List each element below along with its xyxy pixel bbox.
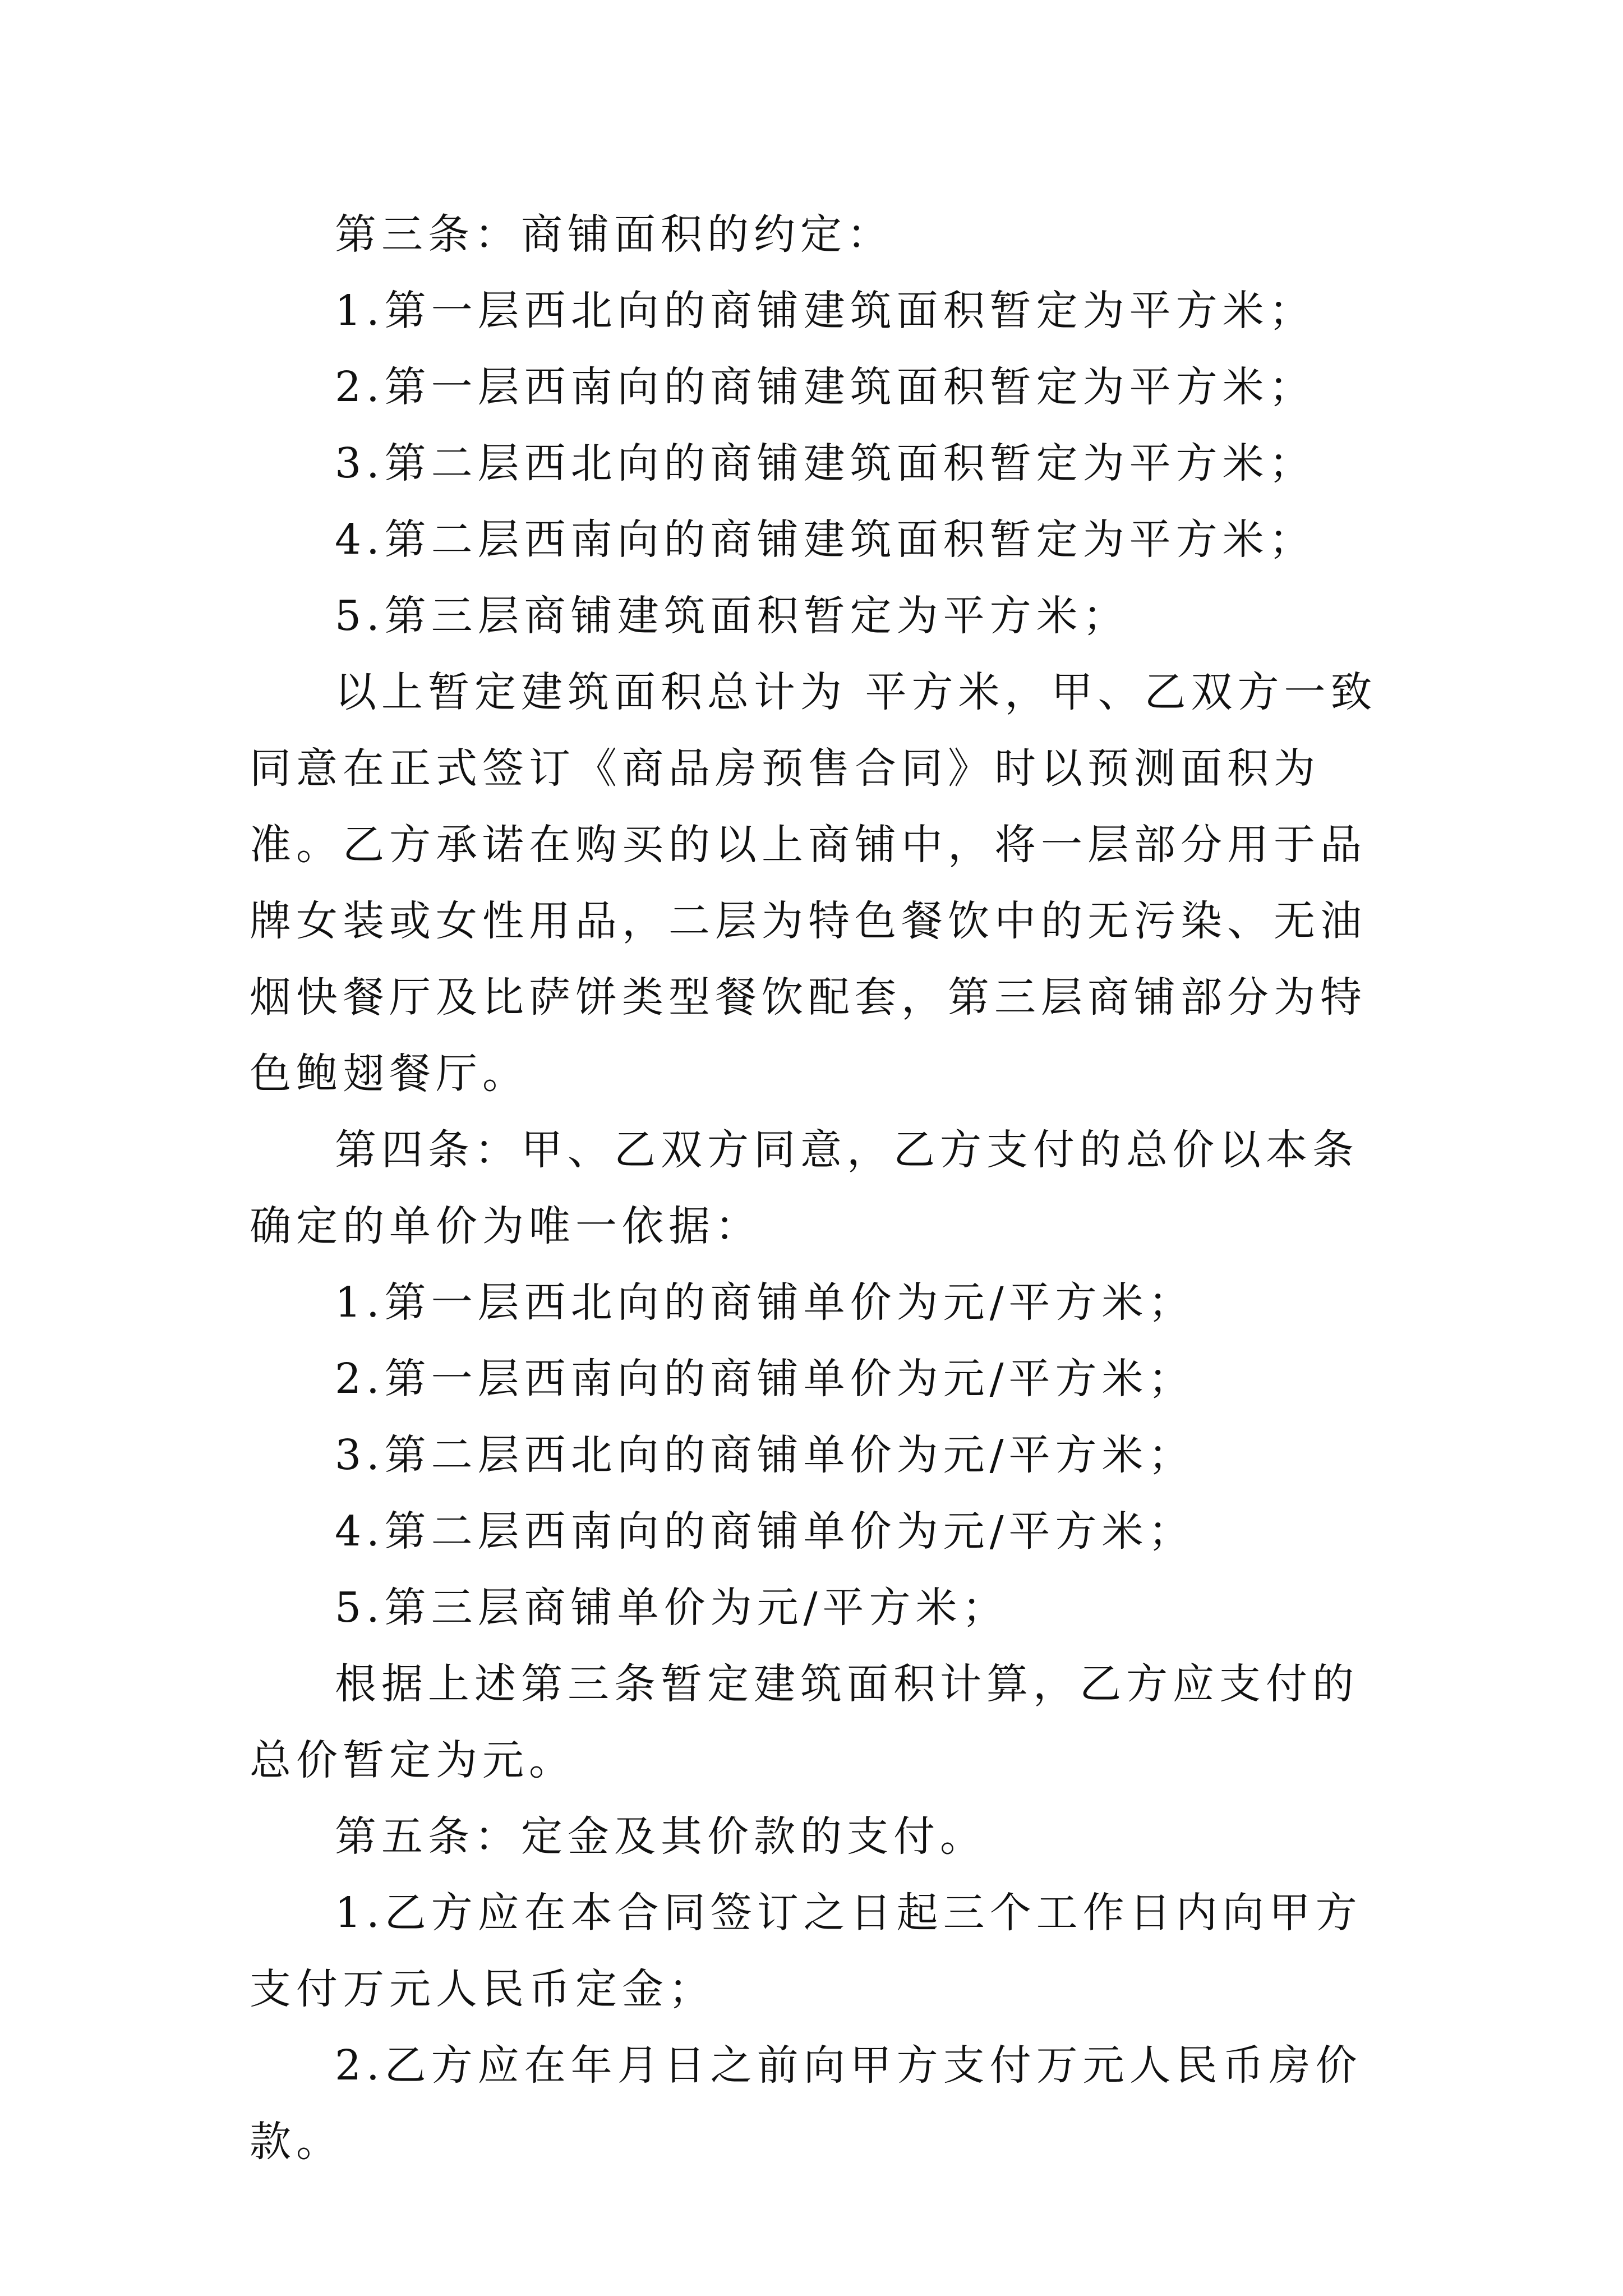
article-5-heading: 第五条：定金及其价款的支付。 [335, 1812, 986, 1861]
article-5-item-2: 2.乙方应在年月日之前向甲方支付万元人民币房价款。 [250, 2041, 1362, 2166]
article-3-item-4: 4.第二层西南向的商铺建筑面积暂定为平方米； [335, 516, 1316, 564]
article-3-item-2: 2.第一层西南向的商铺建筑面积暂定为平方米； [335, 363, 1316, 411]
article-4-heading: 第四条：甲、乙双方同意，乙方支付的总价以本条确定的单价为唯一依据： [250, 1126, 1359, 1250]
article-3-item-5: 5.第三层商铺建筑面积暂定为平方米； [335, 592, 1129, 640]
article-4-item-2: 2.第一层西南向的商铺单价为元/平方米； [335, 1355, 1195, 1403]
article-3-summary: 以上暂定建筑面积总计为 平方米，甲、乙双方一致同意在正式签订《商品房预售合同》时以预测面积为准。乙方承诺在购买的以上商铺中，将一层部分用于品牌女装或女性用品，二层为特色餐饮中的无污染、无油烟快餐厅及比萨饼类型餐饮配套，第三层商铺部分为特色鲍翅餐厅。 [250, 668, 1377, 1098]
article-4-summary: 根据上述第三条暂定建筑面积计算，乙方应支付的总价暂定为元。 [250, 1660, 1359, 1784]
article-5-item-1: 1.乙方应在本合同签订之日起三个工作日内向甲方支付万元人民币定金； [250, 1889, 1362, 2013]
article-4-item-4: 4.第二层西南向的商铺单价为元/平方米； [335, 1507, 1195, 1556]
article-3-heading: 第三条：商铺面积的约定： [335, 210, 893, 259]
article-3-item-1: 1.第一层西北向的商铺建筑面积暂定为平方米； [335, 287, 1316, 335]
article-4-item-1: 1.第一层西北向的商铺单价为元/平方米； [335, 1278, 1195, 1327]
document-body [250, 196, 1399, 2180]
article-3-item-3: 3.第二层西北向的商铺建筑面积暂定为平方米； [335, 439, 1316, 487]
article-4-item-5: 5.第三层商铺单价为元/平方米； [335, 1584, 1009, 1632]
article-4-item-3: 3.第二层西北向的商铺单价为元/平方米； [335, 1431, 1195, 1479]
